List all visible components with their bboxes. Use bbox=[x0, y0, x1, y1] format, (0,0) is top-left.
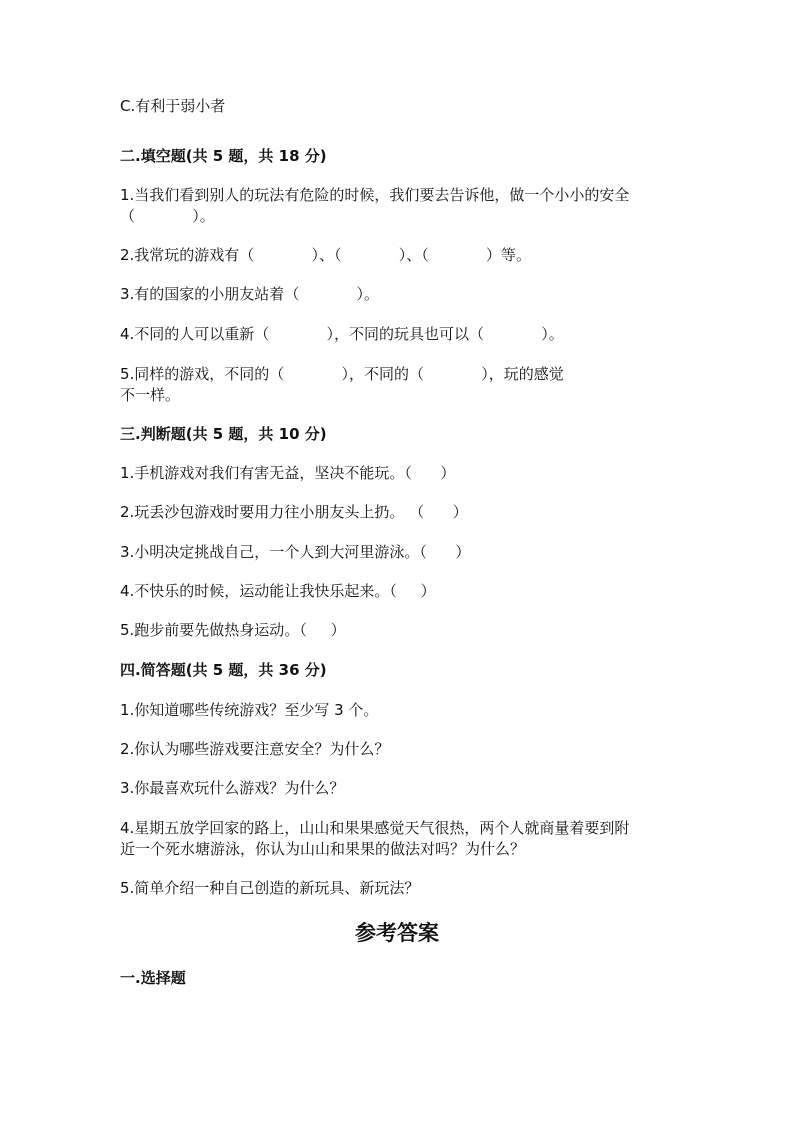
section3-q1: 1.手机游戏对我们有害无益，坚决不能玩。（ ） bbox=[120, 464, 456, 482]
prev-option-c: C.有利于弱小者 bbox=[120, 97, 226, 115]
section2-q4: 4.不同的人可以重新（ ），不同的玩具也可以（ ）。 bbox=[120, 325, 564, 343]
section4-q4-line2: 近一个死水塘游泳，你认为山山和果果的做法对吗？为什么？ bbox=[120, 840, 526, 858]
answers-title: 参考答案 bbox=[355, 920, 439, 945]
section4-heading: 四.简答题(共 5 题，共 36 分) bbox=[120, 661, 327, 679]
section4-q3: 3.你最喜欢玩什么游戏？为什么？ bbox=[120, 779, 345, 797]
section2-heading: 二.填空题(共 5 题，共 18 分) bbox=[120, 147, 327, 165]
section2-q3: 3.有的国家的小朋友站着（ ）。 bbox=[120, 285, 380, 303]
section4-q4-line1: 4.星期五放学回家的路上，山山和果果感觉天气很热，两个人就商量着要到附 bbox=[120, 819, 630, 837]
section3-heading: 三.判断题(共 5 题，共 10 分) bbox=[120, 425, 327, 443]
section3-q4: 4.不快乐的时候，运动能让我快乐起来。（ ） bbox=[120, 582, 436, 600]
section3-q3: 3.小明决定挑战自己，一个人到大河里游泳。（ ） bbox=[120, 543, 471, 561]
section4-q5: 5.简单介绍一种自己创造的新玩具、新玩法？ bbox=[120, 879, 420, 897]
section4-q2: 2.你认为哪些游戏要注意安全？为什么？ bbox=[120, 740, 390, 758]
section2-q1-line2: （ ）。 bbox=[120, 207, 215, 225]
section3-q5: 5.跑步前要先做热身运动。（ ） bbox=[120, 621, 346, 639]
section2-q1-line1: 1.当我们看到别人的玩法有危险的时候，我们要去告诉他，做一个小小的安全 bbox=[120, 186, 630, 204]
section3-q2: 2.玩丢沙包游戏时要用力往小朋友头上扔。 （ ） bbox=[120, 503, 468, 521]
section2-q5-line1: 5.同样的游戏，不同的（ ），不同的（ ），玩的感觉 bbox=[120, 365, 564, 383]
answers-section1-heading: 一.选择题 bbox=[120, 969, 186, 987]
section2-q2: 2.我常玩的游戏有（ ）、（ ）、（ ）等。 bbox=[120, 246, 531, 264]
section4-q1: 1.你知道哪些传统游戏？至少写 3 个。 bbox=[120, 701, 379, 719]
section2-q5-line2: 不一样。 bbox=[120, 386, 181, 404]
